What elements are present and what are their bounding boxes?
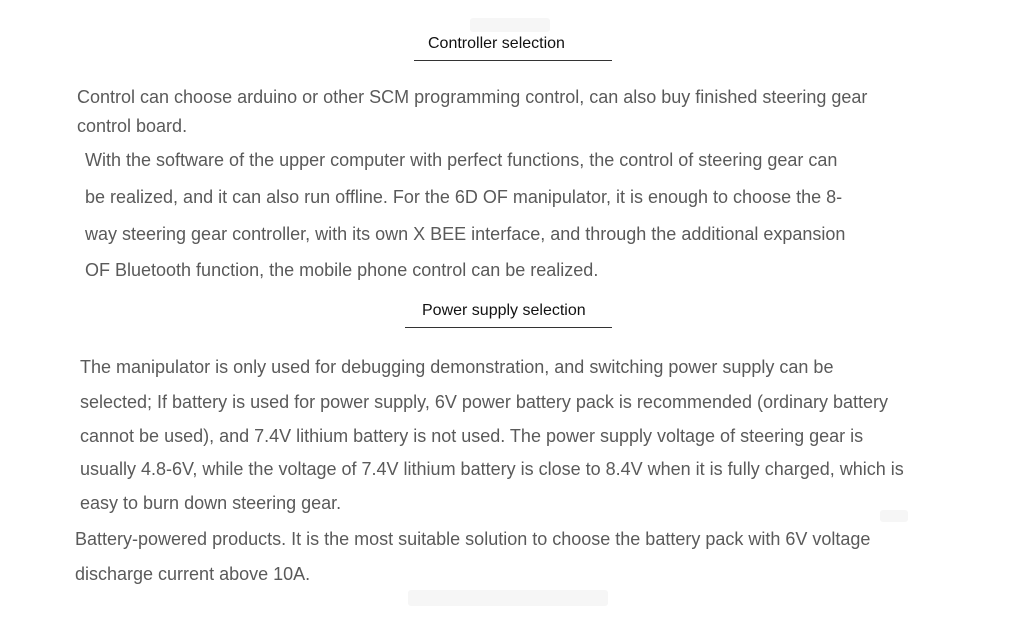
text-line: control board.	[77, 116, 188, 136]
background-artifact	[408, 590, 608, 606]
section-title: Controller selection	[428, 35, 565, 52]
background-artifact	[880, 510, 908, 522]
section-title: Power supply selection	[422, 302, 586, 319]
text-line: usually 4.8-6V, while the voltage of 7.4V lithium battery is close to 8.4V when it is fully charged, which is	[80, 459, 904, 479]
text-line: Battery-powered products. It is the most suitable solution to choose the battery pack with 6V voltage	[75, 529, 871, 549]
heading-underline	[414, 60, 612, 61]
text-line: be realized, and it can also run offline. For the 6D OF manipulator, it is enough to choose the 8-	[85, 187, 843, 207]
heading-underline	[405, 327, 612, 328]
text-line: way steering gear controller, with its own X BEE interface, and through the additional expansion	[85, 224, 846, 244]
text-line: discharge current above 10A.	[75, 564, 311, 584]
background-artifact	[470, 18, 550, 32]
text-line: OF Bluetooth function, the mobile phone control can be realized.	[85, 260, 599, 280]
text-line: With the software of the upper computer with perfect functions, the control of steering gear can	[85, 150, 838, 170]
text-line: selected; If battery is used for power supply, 6V power battery pack is recommended (ordinary battery	[80, 392, 889, 412]
text-line: cannot be used), and 7.4V lithium battery is not used. The power supply voltage of steering gear is	[80, 426, 864, 446]
text-line: easy to burn down steering gear.	[80, 493, 342, 513]
text-line: Control can choose arduino or other SCM programming control, can also buy finished steering gear	[77, 87, 868, 107]
text-line: The manipulator is only used for debugging demonstration, and switching power supply can be	[80, 357, 834, 377]
